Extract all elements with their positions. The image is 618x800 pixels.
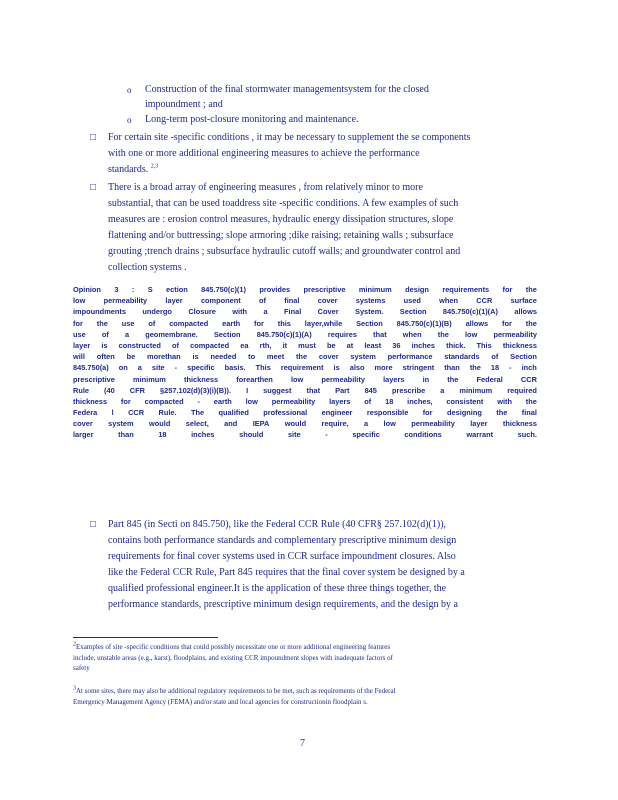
- footnote-line: safety: [73, 664, 90, 672]
- word: of: [491, 352, 499, 362]
- word: -: [174, 363, 178, 373]
- word: at: [346, 340, 354, 350]
- word: layers: [383, 374, 405, 384]
- word: requirement: [280, 363, 324, 373]
- word: inches,: [407, 396, 433, 406]
- word: permeability: [493, 329, 537, 339]
- word: also: [349, 363, 365, 373]
- word: when: [402, 329, 422, 339]
- word: 845: [364, 385, 377, 395]
- opinion-line: [73, 306, 537, 317]
- word: be: [326, 340, 336, 350]
- word: 845.750(a): [73, 363, 109, 373]
- word: site: [287, 430, 301, 440]
- word: of: [259, 296, 267, 306]
- word: should: [239, 430, 264, 440]
- word: geomembrane.: [145, 329, 198, 339]
- word: systems: [355, 296, 386, 306]
- word: CCR: [128, 408, 145, 418]
- word: be: [126, 352, 136, 362]
- word: requirements: [442, 285, 490, 294]
- footnote-line: Emergency Management Agency (FEMA) and/or state and local agencies for constructionin floodplain s.: [73, 697, 368, 706]
- word: least: [364, 340, 382, 350]
- word: a: [124, 329, 130, 339]
- opinion-line: [73, 362, 537, 373]
- word: meet: [266, 352, 285, 362]
- word: 845.750(c)(1)(A): [256, 329, 312, 339]
- word: prescribe: [391, 385, 426, 395]
- bullet-3-line6: performance standards, prescriptive minimum design requirements, and the design by a: [108, 599, 458, 610]
- word: of: [148, 318, 156, 328]
- word: of: [172, 340, 180, 350]
- word: Final: [284, 307, 302, 317]
- word: performance: [387, 352, 433, 362]
- opinion-line: [73, 351, 537, 362]
- opinion-line: [73, 396, 537, 407]
- word: 36: [392, 340, 401, 350]
- word: low: [73, 296, 86, 306]
- bullet-2-line5: grouting ;trench drains ; subsurface hydraulic cutoff walls; and groundwater control and: [108, 246, 461, 257]
- footnote-mark: 2: [73, 641, 76, 648]
- word: needed: [210, 352, 237, 362]
- word: the: [469, 363, 481, 373]
- word: prescriptive: [73, 374, 115, 384]
- bullet-3-line4: like the Federal CCR Rule, Part 845 requires that the final cover system be designed by a: [108, 567, 465, 578]
- word: designing: [446, 408, 482, 418]
- word: the: [496, 408, 508, 418]
- word: rth,: [259, 340, 272, 350]
- word: surface: [510, 296, 537, 306]
- word: that: [306, 385, 321, 395]
- word: §257.102(d)(3)(i)(B)).: [160, 385, 232, 395]
- word: inches: [191, 430, 215, 440]
- page-number: 7: [300, 738, 305, 749]
- word: 845.750(c)(1)(B): [396, 318, 452, 328]
- word: permeability: [321, 374, 365, 384]
- word: larger: [73, 430, 94, 440]
- word: constructed: [118, 340, 161, 350]
- word: the: [525, 396, 537, 406]
- opinion-line: [73, 418, 537, 429]
- word: in: [422, 374, 430, 384]
- word: Section: [213, 329, 241, 339]
- opinion-line: [73, 407, 537, 418]
- word: specific: [187, 363, 215, 373]
- word: it: [282, 340, 288, 350]
- word: permeability: [271, 396, 316, 406]
- word: use: [121, 318, 135, 328]
- word: Federa: [73, 408, 98, 418]
- word: Section: [356, 318, 383, 328]
- word: undergo: [142, 307, 172, 317]
- word: inches: [411, 340, 436, 350]
- word: is: [192, 352, 199, 362]
- word: would: [284, 419, 307, 429]
- square-bullet-icon: □: [90, 519, 97, 530]
- opinion-line: [73, 374, 537, 385]
- word: the: [525, 318, 537, 328]
- word: the: [525, 285, 537, 294]
- word: allows: [465, 318, 489, 328]
- word: component: [200, 296, 241, 306]
- sub-bullet-circle-icon: o: [127, 115, 132, 125]
- word: Federal: [476, 374, 503, 384]
- word: Rule.: [158, 408, 177, 418]
- word: standards: [444, 352, 480, 362]
- sub-bullet-circle-icon: o: [127, 85, 132, 95]
- word: layer,while: [304, 318, 343, 328]
- word: This: [255, 363, 271, 373]
- word: (40: [104, 385, 115, 395]
- opinion-line: [73, 318, 537, 329]
- bullet-1-line3-text: standards.: [108, 164, 149, 175]
- word: minimum: [358, 285, 392, 294]
- word: the: [437, 329, 449, 339]
- word: I: [246, 385, 249, 395]
- bullet-2-line2: substantial, that can be used toaddress site -specific conditions. A few examples of such: [108, 198, 459, 209]
- word: on: [118, 363, 128, 373]
- word: provides: [259, 285, 291, 294]
- word: 845.750(c)(1): [201, 285, 246, 294]
- word: low: [245, 396, 258, 406]
- word: low: [290, 374, 304, 384]
- word: impoundments: [73, 307, 126, 317]
- word: ea: [240, 340, 249, 350]
- bullet-3-line1: Part 845 (in Secti on 845.750), like the Federal CCR Rule (40 CFR§ 257.102(d)(1)),: [108, 519, 447, 530]
- word: S: [147, 285, 153, 294]
- word: for: [254, 318, 264, 328]
- word: than: [444, 363, 460, 373]
- word: a: [263, 307, 268, 317]
- word: :: [131, 285, 135, 294]
- word: with: [497, 396, 512, 406]
- word: the: [295, 352, 308, 362]
- word: CCR: [520, 374, 537, 384]
- sub-bullet-1-line1: Construction of the final stormwater managementsystem for the closed: [145, 84, 429, 95]
- word: Section: [399, 307, 427, 317]
- sub-bullet-1-line2: impoundment ; and: [145, 99, 223, 110]
- word: responsible: [366, 408, 409, 418]
- word: This: [476, 340, 492, 350]
- word: System.: [355, 307, 384, 317]
- word: more: [374, 363, 393, 373]
- word: suggest: [263, 385, 292, 395]
- bullet-2-line1: There is a broad array of engineering measures , from relatively minor to more: [108, 182, 423, 193]
- footnote-line: [73, 686, 547, 697]
- word: use: [73, 329, 86, 339]
- word: -: [197, 396, 200, 406]
- opinion-line: [73, 284, 537, 295]
- footnote-divider: [73, 637, 218, 638]
- word: prescriptive: [303, 285, 346, 294]
- word: the: [447, 374, 459, 384]
- footnote-line: [73, 642, 547, 653]
- word: low: [383, 419, 396, 429]
- word: Section: [510, 352, 537, 362]
- word: thick.: [446, 340, 466, 350]
- word: is: [101, 340, 108, 350]
- word: inch: [521, 363, 537, 373]
- word: for: [120, 396, 131, 406]
- word: cover: [73, 419, 93, 429]
- word: for: [502, 318, 512, 328]
- word: 3: [114, 285, 119, 294]
- word: allows: [514, 307, 537, 317]
- word: system: [350, 352, 376, 362]
- word: that: [373, 329, 387, 339]
- footnote-mark: 3: [73, 685, 76, 692]
- word: low: [465, 329, 478, 339]
- word: l: [111, 408, 114, 418]
- word: 18: [158, 430, 167, 440]
- word: conditions: [404, 430, 442, 440]
- word: require,: [321, 419, 349, 429]
- bullet-3-line5: qualified professional engineer.It is the application of these three things together, the: [108, 583, 447, 594]
- word: system: [108, 419, 134, 429]
- word: than: [118, 430, 134, 440]
- word: basis.: [224, 363, 246, 373]
- word: compacted: [190, 340, 230, 350]
- word: for: [73, 318, 83, 328]
- word: requires: [327, 329, 358, 339]
- word: compacted: [144, 396, 184, 406]
- word: such.: [517, 430, 537, 440]
- word: select,: [185, 419, 209, 429]
- word: stringent: [402, 363, 435, 373]
- word: thickness: [502, 340, 537, 350]
- word: and: [224, 419, 238, 429]
- word: IEPA: [252, 419, 270, 429]
- word: CCR: [476, 296, 493, 306]
- word: -: [509, 363, 512, 373]
- word: to: [248, 352, 256, 362]
- word: design: [405, 285, 429, 294]
- word: this: [277, 318, 291, 328]
- word: with: [232, 307, 248, 317]
- word: thickness: [502, 419, 537, 429]
- footnote-3: [73, 686, 547, 707]
- word: Rule: [73, 385, 90, 395]
- square-bullet-icon: □: [90, 132, 97, 143]
- word: a: [440, 385, 445, 395]
- word: minimum: [459, 385, 493, 395]
- word: must: [298, 340, 316, 350]
- word: the: [96, 318, 108, 328]
- word: final: [284, 296, 300, 306]
- bullet-1-line1: For certain site -specific conditions , it may be necessary to supplement the se components: [108, 132, 471, 143]
- word: final: [521, 408, 537, 418]
- word: professional: [263, 408, 308, 418]
- word: 845.750(c)(1)(A): [442, 307, 498, 317]
- word: for: [422, 408, 433, 418]
- word: Closure: [188, 307, 216, 317]
- bullet-2-line3: measures are : erosion control measures, hydraulic energy dissipation structures, slope: [108, 214, 454, 225]
- opinion-line: [73, 340, 537, 351]
- word: permeability: [411, 419, 455, 429]
- word: a: [364, 419, 369, 429]
- bullet-2-line6: collection systems .: [108, 262, 187, 273]
- word: 18: [490, 363, 500, 373]
- word: ection: [166, 285, 188, 294]
- word: engineer: [321, 408, 353, 418]
- bullet-1-line3: [108, 164, 158, 176]
- bullet-2-line4: flattening and/or buttressing; slope armoring ;dike raising; retaining walls ; subsurface: [108, 230, 454, 241]
- word: specific: [352, 430, 380, 440]
- word: is: [333, 363, 340, 373]
- word: The: [190, 408, 205, 418]
- word: Opinion: [73, 285, 101, 294]
- word: minimum: [133, 374, 166, 384]
- word: required: [507, 385, 537, 395]
- footnote-line: include, unstable areas (e.g., karst), floodplains, and existing CCR impoundment slopes with inadequate factors of: [73, 653, 393, 662]
- word: consistent: [446, 396, 484, 406]
- footnote-2: [73, 642, 547, 674]
- word: thickness: [184, 374, 219, 384]
- word: qualified: [218, 408, 249, 418]
- word: cover: [318, 352, 339, 362]
- word: used: [403, 296, 421, 306]
- word: Part: [335, 385, 350, 395]
- word: thickness: [73, 396, 108, 406]
- word: of: [101, 329, 109, 339]
- word: layers: [329, 396, 351, 406]
- word: Cover: [317, 307, 339, 317]
- opinion-line: [73, 385, 537, 396]
- word: permeability: [103, 296, 148, 306]
- word: forearthen: [236, 374, 273, 384]
- opinion-paragraph: [73, 284, 537, 441]
- word: earth: [222, 318, 241, 328]
- word: earth: [213, 396, 232, 406]
- word: morethan: [147, 352, 181, 362]
- word: warrant: [466, 430, 494, 440]
- word: -: [325, 430, 328, 440]
- footnote-text: Examples of site -specific conditions that could possibly necessitate one or more additional engineering features: [76, 643, 391, 651]
- word: site: [151, 363, 165, 373]
- word: often: [96, 352, 115, 362]
- word: cover: [317, 296, 338, 306]
- word: layer: [73, 340, 91, 350]
- footnote-ref: 2,3: [150, 163, 159, 170]
- opinion-line: [73, 329, 537, 340]
- word: 18: [385, 396, 394, 406]
- word: will: [73, 352, 85, 362]
- bullet-1-line2: with one or more additional engineering measures to achieve the performance: [108, 148, 420, 159]
- footnote-text: At some sites, there may also be additional regulatory requirements to be met, such as requirements of the Federal: [76, 687, 396, 695]
- word: a: [137, 363, 142, 373]
- word: when: [439, 296, 459, 306]
- word: for: [502, 285, 513, 294]
- opinion-line: [73, 295, 537, 306]
- bullet-3-line3: requirements for final cover systems used in CCR surface impoundment closures. Also: [108, 551, 456, 562]
- word: would: [149, 419, 171, 429]
- opinion-line: [73, 429, 537, 440]
- word: CFR: [129, 385, 145, 395]
- bullet-3-line2: contains both performance standards and complementary prescriptive minimum design: [108, 535, 457, 546]
- word: layer: [165, 296, 183, 306]
- square-bullet-icon: □: [90, 182, 97, 193]
- sub-bullet-2-line1: Long-term post-closure monitoring and maintenance.: [145, 114, 359, 125]
- word: compacted: [169, 318, 209, 328]
- word: layer: [470, 419, 488, 429]
- word: of: [364, 396, 372, 406]
